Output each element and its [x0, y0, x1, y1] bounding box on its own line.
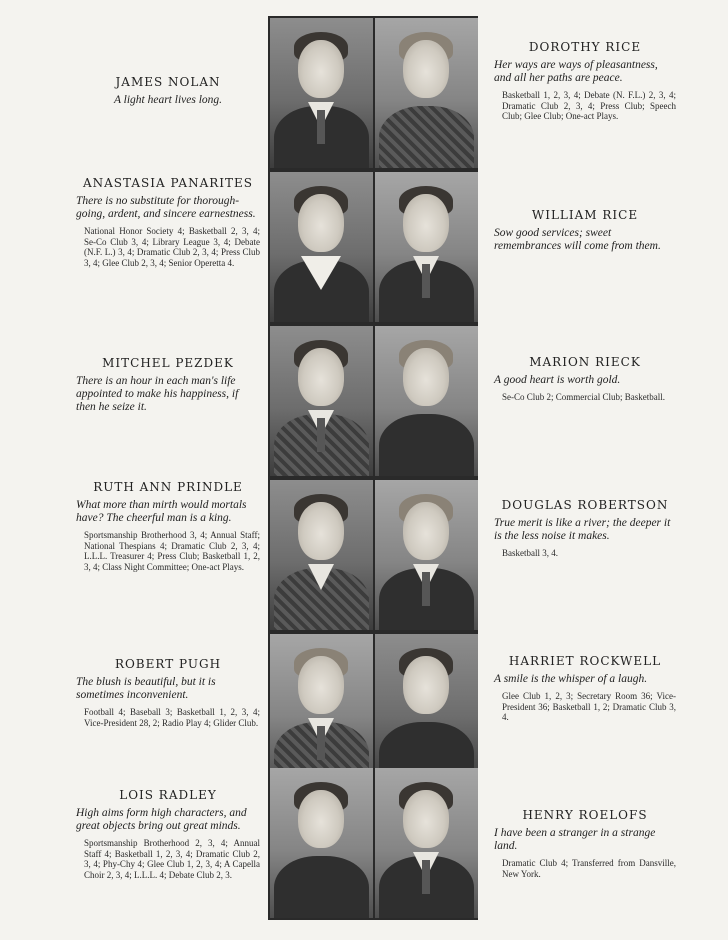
- student-name: RUTH ANN PRINDLE: [93, 480, 243, 494]
- portrait-ruth-ann-prindle: [270, 480, 373, 630]
- student-name: LOIS RADLEY: [119, 788, 217, 802]
- senior-entry: [76, 657, 260, 728]
- student-quote: True merit is like a river; the deeper it is the less noise it makes.: [494, 517, 671, 542]
- senior-entry: [494, 654, 676, 723]
- portrait-dorothy-rice: [375, 18, 478, 168]
- student-quote: Her ways are ways of pleasantness, and all her paths are peace.: [494, 59, 658, 84]
- student-name: MITCHEL PEZDEK: [102, 356, 234, 370]
- senior-entry: [494, 40, 676, 122]
- senior-entry: [76, 356, 260, 414]
- student-name: WILLIAM RICE: [531, 208, 639, 222]
- student-activities: Sportsmanship Brotherhood 2, 3, 4; Annual Staff 4; Basketball 1, 2, 3, 4; Dramatic Club 2, 3, 4; Phy-Chy 4; Glee Club 1, 2, 3, 4; A Capella Choir 2, 3, 4; L.L.L. 4; Debate Club 2, 3.: [84, 838, 260, 880]
- student-quote: The blush is beautiful, but it is sometimes inconvenient.: [76, 676, 216, 701]
- student-quote: A good heart is worth gold.: [494, 374, 621, 386]
- portrait-harriet-rockwell: [375, 634, 478, 784]
- portrait-lois-radley: [270, 768, 373, 918]
- student-name: JAMES NOLAN: [115, 75, 221, 89]
- student-activities: Basketball 3, 4.: [502, 548, 558, 558]
- senior-entry: [76, 176, 260, 268]
- senior-entry: [494, 498, 676, 559]
- student-quote: High aims form high characters, and great objects bring out great minds.: [76, 807, 247, 832]
- student-activities: Se-Co Club 2; Commercial Club; Basketball.: [502, 392, 665, 402]
- student-quote: There is no substitute for thorough-going, ardent, and sincere earnestness.: [76, 195, 256, 220]
- student-name: HENRY ROELOFS: [522, 808, 648, 822]
- portrait-anastasia-panarites: [270, 172, 373, 322]
- student-quote: I have been a stranger in a strange land.: [494, 827, 656, 852]
- student-name: ANASTASIA PANARITES: [82, 176, 254, 190]
- senior-entry: [76, 788, 260, 880]
- portrait-james-nolan: [270, 18, 373, 168]
- senior-entry: [494, 208, 676, 253]
- student-activities: Glee Club 1, 2, 3; Secretary Room 36; Vice-President 36; Basketball 1, 2; Dramatic Club 3, 4.: [502, 691, 676, 722]
- student-quote: A smile is the whisper of a laugh.: [494, 673, 648, 685]
- portrait-grid: [268, 16, 478, 920]
- student-quote: What more than mirth would mortals have? The cheerful man is a king.: [76, 499, 247, 524]
- portrait-henry-roelofs: [375, 768, 478, 918]
- portrait-marion-rieck: [375, 326, 478, 476]
- student-quote: A light heart lives long.: [113, 94, 223, 106]
- student-activities: Sportsmanship Brotherhood 3, 4; Annual Staff; National Thespians 4; Dramatic Club 2, 3, 4; L.L.L. Treasurer 4; Press Club; Basketball 1, 2, 3, 4; Class Night Committee; One-act Plays.: [84, 530, 260, 572]
- student-activities: Basketball 1, 2, 3, 4; Debate (N. F.L.) 2, 3, 4; Dramatic Club 2, 3, 4; Press Club; Speech Club; Glee Club; One-act Plays.: [502, 90, 676, 121]
- student-name: MARION RIECK: [529, 355, 641, 369]
- student-name: HARRIET ROCKWELL: [508, 654, 662, 668]
- student-activities: National Honor Society 4; Basketball 2, 3, 4; Se-Co Club 3, 4; Library League 3, 4; Debate (N.F. L.) 3, 4; Dramatic Club 2, 3, 4; Press Club 3, 4; Glee Club 2, 3, 4; Senior Operetta 4.: [84, 226, 260, 268]
- senior-entry: [76, 75, 260, 107]
- student-name: DOROTHY RICE: [528, 40, 642, 54]
- portrait-douglas-robertson: [375, 480, 478, 630]
- portrait-mitchel-pezdek: [270, 326, 373, 476]
- student-quote: There is an hour in each man's life appointed to make his happiness, if then he seize it.: [76, 375, 239, 413]
- student-activities: Football 4; Baseball 3; Basketball 1, 2, 3, 4; Vice-President 28, 2; Radio Play 4; Glider Club.: [84, 707, 260, 728]
- student-activities: Dramatic Club 4; Transferred from Dansville, New York.: [502, 858, 676, 879]
- senior-entry: [76, 480, 260, 572]
- student-name: ROBERT PUGH: [114, 657, 222, 671]
- student-quote: Sow good services; sweet remembrances will come from them.: [494, 227, 661, 252]
- portrait-robert-pugh: [270, 634, 373, 784]
- senior-entry: [494, 355, 676, 403]
- portrait-william-rice: [375, 172, 478, 322]
- senior-entry: [494, 808, 676, 879]
- student-name: DOUGLAS ROBERTSON: [501, 498, 669, 512]
